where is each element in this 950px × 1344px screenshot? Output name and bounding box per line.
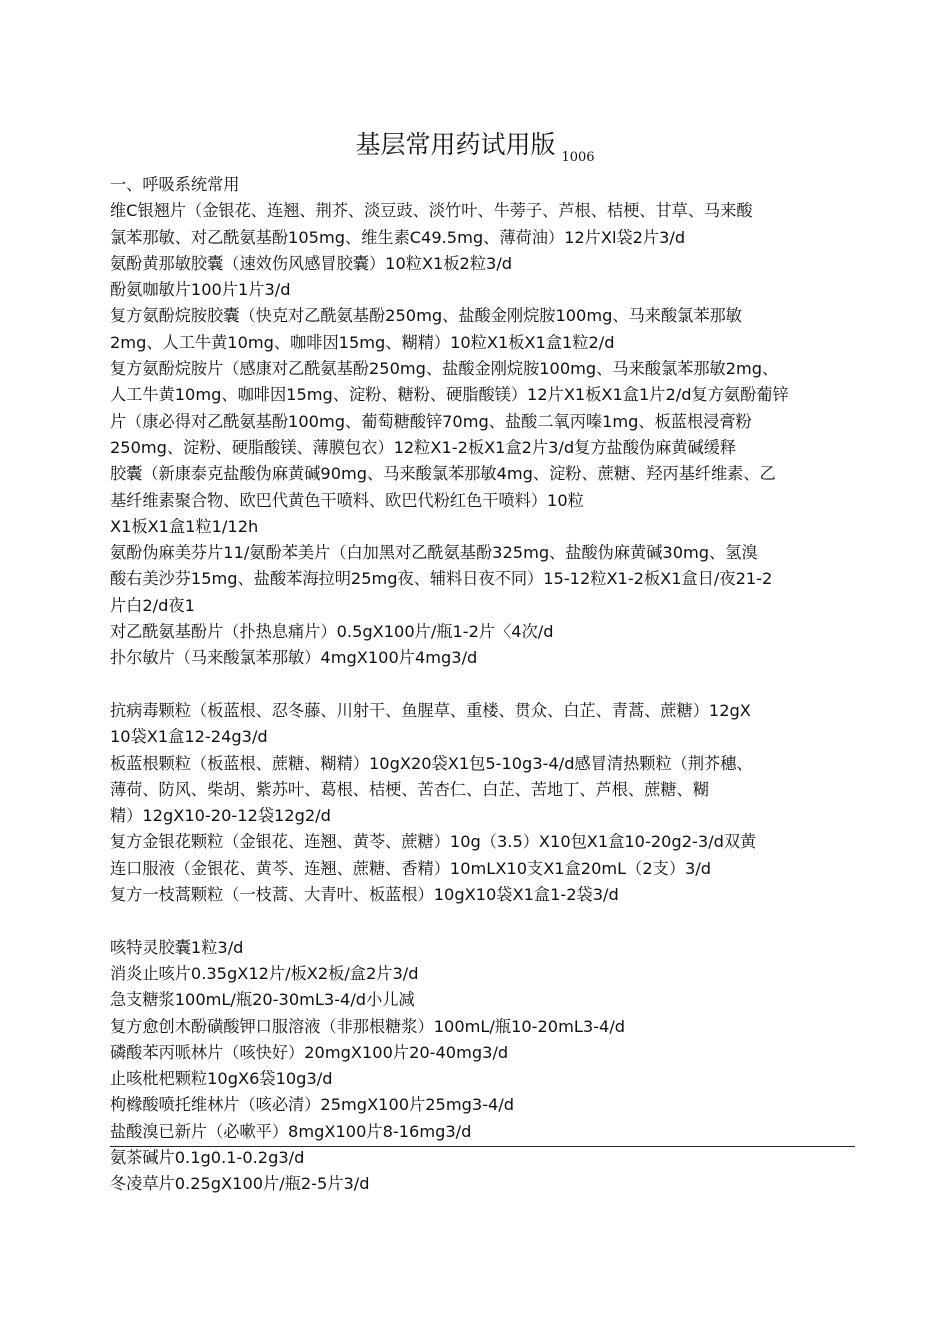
section-heading: 一、呼吸系统常用: [110, 175, 240, 194]
text-line: 咳特灵胶囊1粒3/d: [110, 937, 244, 957]
text-line: 片（康必得对乙酰氨基酚100mg、葡萄糖酸锌70mg、盐酸二氧丙嗪1mg、板蓝根浸膏粉: [110, 411, 752, 431]
text-line: 对乙酰氨基酚片（扑热息痛片）0.5gX100片/瓶1-2片〈4次/d: [110, 622, 554, 642]
blank-line: [110, 672, 855, 698]
text-line: 氨酚伪麻美芬片11/氨酚苯美片（白加黑对乙酰氨基酚325mg、盐酸伪麻黄碱30mg、氢溴: [110, 543, 758, 563]
text-line: 酚氨咖敏片100片1片3/d: [110, 280, 291, 300]
text-line: X1板X1盒1粒1/12h: [110, 516, 259, 536]
text-line: 基纤维素聚合物、欧巴代黄色干喷料、欧巴代粉红色干喷料）10粒: [110, 490, 584, 510]
text-line: 薄荷、防风、柴胡、紫苏叶、葛根、桔梗、苦杏仁、白芷、苦地丁、芦根、蔗糖、糊: [110, 779, 709, 799]
text-line: 氨酚黄那敏胶囊（速效伤风感冒胶囊）10粒X1板2粒3/d: [110, 253, 513, 273]
text-line: 人工牛黄10mg、咖啡因15mg、淀粉、糖粉、硬脂酸镁）12片X1板X1盒1片2/d复方氨酚葡锌: [110, 385, 789, 405]
text-line: 盐酸溴已新片（必嗽平）8mgX100片8-16mg3/d: [110, 1121, 472, 1141]
text-line: 复方愈创木酚磺酸钾口服溶液（非那根糖浆）100mL/瓶10-20mL3-4/d: [110, 1016, 626, 1036]
text-line: 抗病毒颗粒（板蓝根、忍冬藤、川射干、鱼腥草、重楼、贯众、白芷、青蒿、蔗糖）12gX: [110, 700, 751, 720]
text-line: 10袋X1盒12-24g3/d: [110, 727, 268, 747]
text-line: 氨茶碱片0.1g0.1-0.2g3/d: [110, 1147, 305, 1167]
text-line: 2mg、人工牛黄10mg、咖啡因15mg、糊精）10粒X1板X1盒1粒2/d: [110, 332, 615, 352]
text-line: 板蓝根颗粒（板蓝根、蔗糖、糊精）10gX20袋X1包5-10g3-4/d感冒清热颗粒（荆芥穗、: [110, 753, 753, 773]
text-line: 复方氨酚烷胺胶囊（快克对乙酰氨基酚250mg、盐酸金刚烷胺100mg、马来酸氯苯那敏: [110, 306, 742, 326]
text-line: 复方氨酚烷胺片（感康对乙酰氨基酚250mg、盐酸金刚烷胺100mg、马来酸氯苯那敏2mg、: [110, 359, 779, 379]
blank-line: [110, 908, 855, 934]
text-line: 胶囊（新康泰克盐酸伪麻黄碱90mg、马来酸氯苯那敏4mg、淀粉、蔗糖、羟丙基纤维素、乙: [110, 464, 776, 484]
text-line: 250mg、淀粉、硬脂酸镁、薄膜包衣）12粒X1-2板X1盒2片3/d复方盐酸伪麻黄碱缓释: [110, 437, 737, 457]
text-line: 消炎止咳片0.35gX12片/板X2板/盒2片3/d: [110, 963, 419, 983]
text-line: 急支糖浆100mL/瓶20-30mL3-4/d小儿减: [110, 990, 415, 1010]
document-title: [0, 128, 950, 167]
text-line: 复方金银花颗粒（金银花、连翘、黄苓、蔗糖）10g（3.5）X10包X1盒10-20g2-3/d双黄: [110, 832, 757, 852]
text-line: 止咳枇杷颗粒10gX6袋10g3/d: [110, 1069, 333, 1089]
text-line: 冬凌草片0.25gX100片/瓶2-5片3/d: [110, 1174, 370, 1194]
text-line: 片白2/d夜1: [110, 595, 195, 615]
text-line: 维C银翘片（金银花、连翘、荆芥、淡豆豉、淡竹叶、牛蒡子、芦根、桔梗、甘草、马来酸: [110, 201, 753, 221]
horizontal-rule: [110, 1146, 855, 1147]
text-line: 酸右美沙芬15mg、盐酸苯海拉明25mg夜、辅料日夜不同）15-12粒X1-2板X1盒日/夜21-2: [110, 569, 773, 589]
version-number: 1006: [561, 150, 595, 165]
text-line: 扑尔敏片（马来酸氯苯那敏）4mgX100片4mg3/d: [110, 648, 478, 668]
title-text: 基层常用药试用版: [355, 130, 556, 159]
text-line: 连口服液（金银花、黄芩、连翘、蔗糖、香精）10mLX10支X1盒20mL（2支）3/d: [110, 858, 712, 878]
text-line: 复方一枝蒿颗粒（一枝蒿、大青叶、板蓝根）10gX10袋X1盒1-2袋3/d: [110, 885, 619, 905]
text-line: 精）12gX10-20-12袋12g2/d: [110, 806, 331, 826]
text-line: 磷酸苯丙哌林片（咳快好）20mgX100片20-40mg3/d: [110, 1042, 509, 1062]
text-line: 氯苯那敏、对乙酰氨基酚105mg、维生素C49.5mg、薄荷油）12片Xl袋2片3/d: [110, 227, 686, 247]
document-body: [110, 172, 855, 1198]
text-line: 枸橼酸喷托维林片（咳必清）25mgX100片25mg3-4/d: [110, 1095, 515, 1115]
